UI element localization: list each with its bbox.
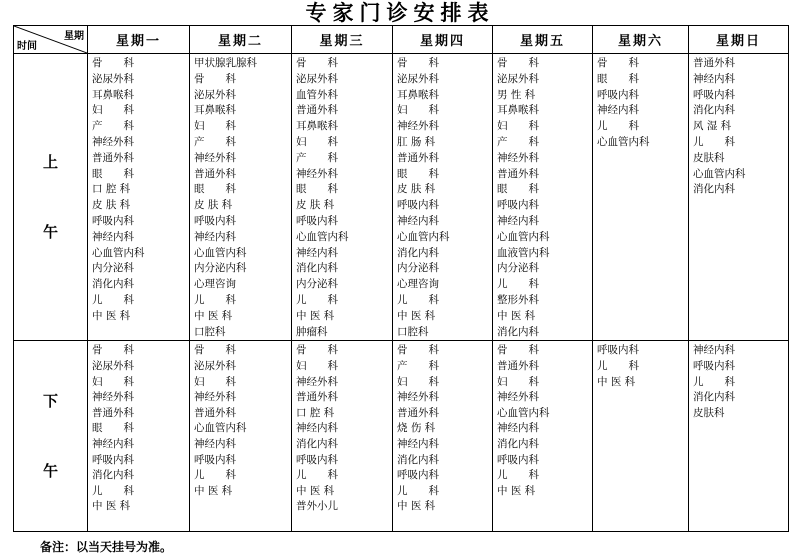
cell-sun-pm: [689, 341, 789, 532]
department-item: 妇 科: [497, 375, 539, 388]
period-afternoon-char-2: 午: [42, 462, 58, 481]
department-item: 儿 科: [693, 135, 735, 148]
department-item: 呼吸内科: [92, 453, 134, 466]
department-item: 消化内科: [92, 278, 134, 291]
department-item: 神经外科: [497, 151, 539, 164]
cell-wed-pm: [292, 341, 393, 532]
department-item: 骨 科: [194, 72, 236, 85]
cell-thu-pm: [393, 341, 493, 532]
department-item: 呼吸内科: [497, 199, 539, 212]
cell-fri-am: [493, 54, 593, 341]
department-item: 中 医 科: [296, 484, 335, 497]
department-item: 眼 科: [597, 72, 639, 85]
department-item: 神经外科: [296, 375, 338, 388]
corner-cell: [14, 26, 88, 54]
department-item: 妇 科: [92, 104, 134, 117]
department-item: 普外小儿: [296, 500, 338, 513]
department-item: 耳鼻喉科: [194, 104, 236, 117]
department-item: 产 科: [296, 151, 338, 164]
day-header-thu: 星期四: [393, 26, 493, 54]
period-afternoon: [14, 341, 88, 532]
cell-sat-pm: [593, 341, 689, 532]
department-item: 消化内科: [693, 391, 735, 404]
department-item: 神经外科: [92, 135, 134, 148]
department-item: 泌尿外科: [92, 359, 134, 372]
department-item: 皮 肤 科: [92, 199, 131, 212]
department-item: 消化内科: [397, 246, 439, 259]
department-item: 心血管内科: [497, 406, 550, 419]
department-item: 中 医 科: [397, 309, 436, 322]
department-item: 口 腔 科: [296, 406, 335, 419]
department-item: 儿 科: [397, 484, 439, 497]
day-header-sun: 星期日: [689, 26, 789, 54]
department-item: 骨 科: [92, 344, 134, 357]
department-item: 消化内科: [497, 325, 539, 338]
department-item: 内分泌内科: [194, 262, 247, 275]
corner-time-label: 时间: [17, 41, 37, 52]
cell-thu-am: [393, 54, 493, 341]
department-item: 骨 科: [497, 344, 539, 357]
department-item: 神经外科: [92, 391, 134, 404]
department-item: 神经内科: [92, 230, 134, 243]
department-item: 普通外科: [92, 406, 134, 419]
department-item: 中 医 科: [296, 309, 335, 322]
department-item: 妇 科: [296, 359, 338, 372]
department-item: 中 医 科: [497, 309, 536, 322]
department-item: 消化内科: [296, 262, 338, 275]
department-item: 内分泌科: [92, 262, 134, 275]
department-item: 泌尿外科: [397, 72, 439, 85]
department-item: 心血管内科: [194, 246, 247, 259]
department-item: 心血管内科: [296, 230, 349, 243]
department-item: 呼吸内科: [296, 214, 338, 227]
period-morning-char-1: 上: [42, 153, 58, 172]
department-item: 眼 科: [92, 422, 134, 435]
department-item: 普通外科: [397, 406, 439, 419]
department-item: 口腔科: [397, 325, 429, 338]
department-item: 产 科: [497, 135, 539, 148]
department-item: 呼吸内科: [597, 344, 639, 357]
corner-day-label: 星期: [64, 31, 84, 42]
department-item: 内分泌科: [296, 278, 338, 291]
department-item: 儿 科: [497, 469, 539, 482]
department-item: 儿 科: [194, 469, 236, 482]
cell-mon-am: [88, 54, 190, 341]
department-item: 泌尿外科: [296, 72, 338, 85]
department-item: 心血管内科: [693, 167, 746, 180]
department-item: 泌尿外科: [194, 359, 236, 372]
department-item: 呼吸内科: [92, 214, 134, 227]
cell-tue-pm: [190, 341, 292, 532]
page-title: 专家门诊安排表: [305, 0, 495, 25]
department-item: 产 科: [397, 359, 439, 372]
department-item: 中 医 科: [92, 500, 131, 513]
day-header-sat: 星期六: [593, 26, 689, 54]
department-item: 妇 科: [194, 120, 236, 133]
department-item: 妇 科: [92, 375, 134, 388]
department-item: 神经外科: [194, 151, 236, 164]
department-item: 儿 科: [693, 375, 735, 388]
department-item: 儿 科: [92, 484, 134, 497]
department-item: 妇 科: [194, 375, 236, 388]
department-item: 神经内科: [296, 246, 338, 259]
department-item: 儿 科: [296, 293, 338, 306]
department-item: 神经内科: [194, 230, 236, 243]
department-item: 眼 科: [92, 167, 134, 180]
department-item: 皮 肤 科: [194, 199, 233, 212]
department-item: 普通外科: [92, 151, 134, 164]
department-item: 普通外科: [397, 151, 439, 164]
department-item: 呼吸内科: [597, 88, 639, 101]
department-item: 妇 科: [397, 104, 439, 117]
department-item: 中 医 科: [194, 309, 233, 322]
department-item: 神经内科: [693, 72, 735, 85]
department-item: 普通外科: [296, 104, 338, 117]
department-item: 神经内科: [597, 104, 639, 117]
department-item: 呼吸内科: [296, 453, 338, 466]
department-item: 骨 科: [92, 57, 134, 69]
department-item: 神经外科: [397, 391, 439, 404]
department-item: 消化内科: [296, 437, 338, 450]
cell-sat-am: [593, 54, 689, 341]
period-afternoon-char-1: 下: [42, 392, 58, 411]
department-item: 心血管内科: [597, 135, 650, 148]
department-item: 中 医 科: [397, 500, 436, 513]
department-item: 眼 科: [296, 183, 338, 196]
department-item: 内分泌科: [397, 262, 439, 275]
department-item: 皮肤科: [693, 151, 725, 164]
department-item: 妇 科: [397, 375, 439, 388]
department-item: 泌尿外科: [194, 88, 236, 101]
department-item: 心理咨询: [397, 278, 439, 291]
department-item: 口腔科: [194, 325, 226, 338]
department-item: 普通外科: [693, 57, 735, 69]
department-item: 呼吸内科: [497, 453, 539, 466]
department-item: 产 科: [194, 135, 236, 148]
department-item: 儿 科: [194, 293, 236, 306]
department-item: 儿 科: [397, 293, 439, 306]
morning-row: [14, 54, 789, 341]
department-item: 消化内科: [693, 104, 735, 117]
department-item: 普通外科: [194, 406, 236, 419]
department-item: 男 性 科: [497, 88, 536, 101]
department-item: 中 医 科: [92, 309, 131, 322]
department-item: 骨 科: [497, 57, 539, 69]
department-item: 神经内科: [397, 437, 439, 450]
department-item: 神经内科: [296, 422, 338, 435]
department-item: 骨 科: [194, 344, 236, 357]
department-item: 骨 科: [397, 57, 439, 69]
department-item: 血液管内科: [497, 246, 550, 259]
department-item: 儿 科: [597, 120, 639, 133]
cell-mon-pm: [88, 341, 190, 532]
department-item: 神经内科: [92, 437, 134, 450]
department-item: 风 湿 科: [693, 120, 732, 133]
department-item: 儿 科: [92, 293, 134, 306]
department-item: 心理咨询: [194, 278, 236, 291]
day-header-wed: 星期三: [292, 26, 393, 54]
department-item: 整形外科: [497, 293, 539, 306]
department-item: 普通外科: [497, 359, 539, 372]
department-item: 产 科: [92, 120, 134, 133]
department-item: 神经内科: [497, 214, 539, 227]
cell-sun-am: [689, 54, 789, 341]
department-item: 耳鼻喉科: [92, 88, 134, 101]
department-item: 呼吸内科: [194, 453, 236, 466]
department-item: 普通外科: [296, 391, 338, 404]
footnote: 备注：以当天挂号为准。: [40, 540, 173, 554]
department-item: 骨 科: [296, 344, 338, 357]
header-row: [14, 26, 789, 54]
department-item: 眼 科: [397, 167, 439, 180]
period-morning-char-2: 午: [42, 223, 58, 242]
department-item: 神经内科: [194, 437, 236, 450]
department-item: 耳鼻喉科: [397, 88, 439, 101]
department-item: 妇 科: [296, 135, 338, 148]
department-item: 神经外科: [296, 167, 338, 180]
department-item: 骨 科: [397, 344, 439, 357]
department-item: 肿瘤科: [296, 325, 328, 338]
day-header-tue: 星期二: [190, 26, 292, 54]
department-item: 中 医 科: [497, 484, 536, 497]
department-item: 儿 科: [497, 278, 539, 291]
department-item: 肛 肠 科: [397, 135, 436, 148]
day-header-fri: 星期五: [493, 26, 593, 54]
period-morning: [14, 54, 88, 341]
department-item: 呼吸内科: [397, 199, 439, 212]
department-item: 心血管内科: [194, 422, 247, 435]
department-item: 烧 伤 科: [397, 422, 436, 435]
department-item: 泌尿外科: [497, 72, 539, 85]
department-item: 妇 科: [497, 120, 539, 133]
department-item: 呼吸内科: [693, 88, 735, 101]
department-item: 血管外科: [296, 88, 338, 101]
department-item: 神经内科: [693, 344, 735, 357]
department-item: 心血管内科: [92, 246, 145, 259]
department-item: 消化内科: [92, 469, 134, 482]
department-item: 呼吸内科: [194, 214, 236, 227]
department-item: 儿 科: [296, 469, 338, 482]
department-item: 泌尿外科: [92, 72, 134, 85]
cell-tue-am: [190, 54, 292, 341]
department-item: 普通外科: [497, 167, 539, 180]
department-item: 儿 科: [597, 359, 639, 372]
department-item: 皮肤科: [693, 406, 725, 419]
department-item: 神经外科: [497, 391, 539, 404]
department-item: 消化内科: [497, 437, 539, 450]
department-item: 内分泌科: [497, 262, 539, 275]
day-header-mon: 星期一: [88, 26, 190, 54]
cell-wed-am: [292, 54, 393, 341]
department-item: 甲状腺乳腺科: [194, 57, 257, 69]
department-item: 耳鼻喉科: [296, 120, 338, 133]
schedule-table: [13, 25, 789, 532]
department-item: 皮 肤 科: [397, 183, 436, 196]
afternoon-row: [14, 341, 789, 532]
department-item: 消化内科: [693, 183, 735, 196]
department-item: 神经内科: [397, 214, 439, 227]
department-item: 神经外科: [194, 391, 236, 404]
department-item: 神经内科: [497, 422, 539, 435]
department-item: 眼 科: [194, 183, 236, 196]
department-item: 呼吸内科: [693, 359, 735, 372]
department-item: 中 医 科: [194, 484, 233, 497]
department-item: 消化内科: [397, 453, 439, 466]
department-item: 心血管内科: [497, 230, 550, 243]
department-item: 骨 科: [296, 57, 338, 69]
department-item: 普通外科: [194, 167, 236, 180]
cell-fri-pm: [493, 341, 593, 532]
department-item: 皮 肤 科: [296, 199, 335, 212]
department-item: 呼吸内科: [397, 469, 439, 482]
department-item: 心血管内科: [397, 230, 450, 243]
department-item: 口 腔 科: [92, 183, 131, 196]
department-item: 眼 科: [497, 183, 539, 196]
department-item: 耳鼻喉科: [497, 104, 539, 117]
department-item: 中 医 科: [597, 375, 636, 388]
department-item: 神经外科: [397, 120, 439, 133]
department-item: 骨 科: [597, 57, 639, 69]
